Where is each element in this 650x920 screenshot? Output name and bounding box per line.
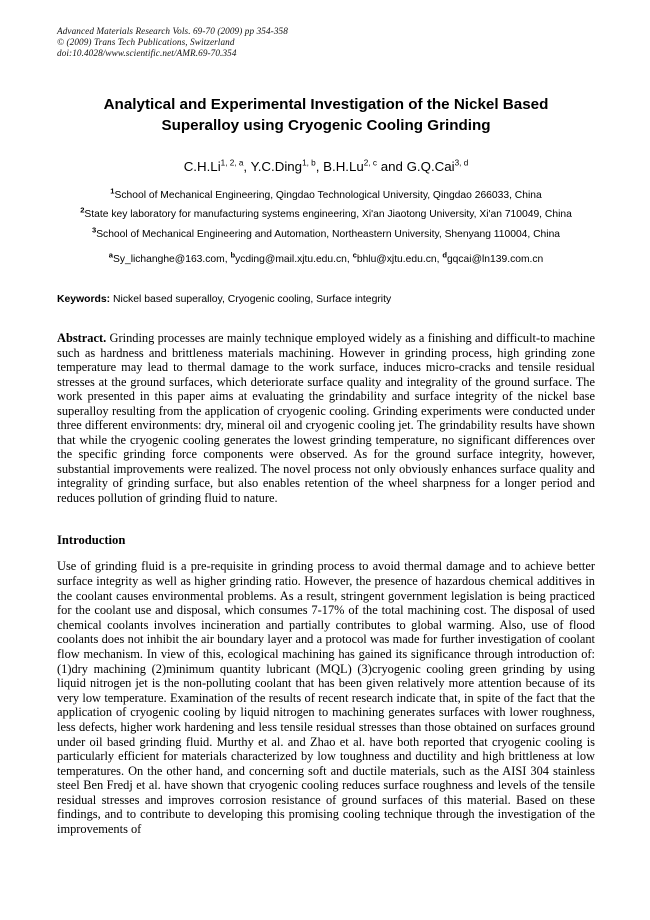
introduction-paragraph: Use of grinding fluid is a pre-requisite in grinding process to avoid thermal damage and to achieve better surface integrity as well as higher grinding ratio. However, the presence of hazardous chemical additives in the coolant causes environmental problems. As a result, stringent government legislation is being practiced for the coolant use and disposal, which consumes 7-17% of the total machining cost. The disposal of used chemical coolants involves incineration and partially contributes to global warming. Also, use of flood coolants does not inhibit the air boundary layer and a protocol was made for further investigation of coolant flow mechanism. In view of this, ecological machining has gained its significance through introduction of: (1)dry machining (2)minimum quantity lubricant (MQL) (3)cryogenic cooling green grinding by using liquid nitrogen jet is the non-polluting coolant that has been given relatively more attention because of its very low temperature. Examination of the results of recent research indicate that, in spite of the fact that the application of cryogenic cooling by liquid nitrogen to machining generates surfaces with lower roughness, less defects, higher work hardening and less tensile residual stresses than those obtained on surfaces ground under oil based grinding fluid. Murthy et al. and Zhao et al. have both reported that cryogenic cooling is particularly efficient for materials characterized by low toughness and ductility and high brittleness at low temperatures. On the other hand, and concerning soft and ductile materials, such as the AISI 304 stainless steel Ben Fredj et al. have shown that cryogenic cooling reduces surface roughness and levels of the tensile residual stresses and improves corrosion resistance of ground surfaces of this material. Based on these findings, and to contribute to developing this promising cooling technique through the investigation of the improvements of <box>57 559 595 837</box>
email-separator: , <box>436 254 443 266</box>
affiliation-item <box>57 188 595 204</box>
journal-citation-line: Advanced Materials Research Vols. 69-70 (2009) pp 354-358 <box>57 26 288 36</box>
email-address[interactable]: gqcai@ln139.com.cn <box>446 254 544 266</box>
email-address[interactable]: bhlu@xjtu.edu.cn <box>356 254 437 266</box>
author-affiliation-marker: 3, d <box>454 158 469 168</box>
email-address[interactable]: ycding@mail.xjtu.edu.cn <box>235 254 347 266</box>
author-affiliation-marker: 1, b <box>302 158 316 168</box>
affiliation-text: School of Mechanical Engineering and Automation, Northeastern University, Shenyang 110004, China <box>96 228 561 240</box>
email-marker: b <box>230 250 236 260</box>
author-separator: , <box>243 158 251 174</box>
affiliation-marker: 1 <box>110 186 115 196</box>
doi-line: doi:10.4028/www.scientific.net/AMR.69-70.354 <box>57 48 237 59</box>
email-marker: a <box>108 250 113 260</box>
affiliation-item <box>57 227 595 243</box>
affiliation-marker: 3 <box>91 225 97 235</box>
abstract-label: Abstract. <box>57 331 107 346</box>
introduction-heading: Introduction <box>57 533 126 548</box>
email-list <box>57 252 595 267</box>
email-marker: d <box>442 250 447 260</box>
author-name: B.H.Lu <box>323 158 364 174</box>
author-name: Y.C.Ding <box>250 158 303 174</box>
affiliation-text: School of Mechanical Engineering, Qingdao Technological University, Qingdao 266033, China <box>114 189 542 201</box>
author-list <box>57 158 595 175</box>
affiliation-item <box>57 207 595 223</box>
keywords-label: Keywords: <box>57 294 111 306</box>
email-separator: , <box>346 254 353 266</box>
author-affiliation-marker: 1, 2, a <box>220 158 244 168</box>
affiliation-marker: 2 <box>80 205 85 215</box>
author-name: G.Q.Cai <box>406 158 455 174</box>
affiliation-list <box>57 188 595 243</box>
email-address[interactable]: Sy_lichanghe@163.com <box>112 254 225 266</box>
affiliation-text: State key laboratory for manufacturing systems engineering, Xi'an Jiaotong University, Xi'an 710049, China <box>84 209 572 221</box>
email-marker: c <box>352 250 357 260</box>
abstract-text: Grinding processes are mainly technique employed widely as a finishing and difficult-to machine such as hardness and brittleness materials machining. However in grinding process, high grinding zone temperature may lead to thermal damage to the work surface, induces micro-cracks and tensile residual stresses at the ground surfaces, which deteriorate surface quality and integrality of the ground surface. The work presented in this paper aims at evaluating the grindability and surface integrity of the nickel base superalloy resulting from the application of cryogenic cooling. Grinding experiments were conducted under three different environments: dry, mineral oil and cryogenic cooling jet. The grindability results have shown that while the cryogenic cooling generates the lowest grinding temperature, no significant differences over the specific grinding force components were observed. As for the ground surface integrity, however, substantial improvements were realized. The novel process not only obviously enhances surface quality and integrality of grinding surface, but also enables retention of the wheel sharpness for a longer period and reduces pollution of grinding fluid to nature. <box>57 331 596 505</box>
author-separator: and <box>377 158 407 174</box>
author-separator: , <box>315 158 324 174</box>
email-separator: , <box>224 254 231 266</box>
abstract-paragraph <box>57 331 595 505</box>
page-title: Analytical and Experimental Investigation of the Nickel Based Superalloy using Cryogenic Cooling Grinding <box>103 95 549 134</box>
author-name: C.H.Li <box>183 158 221 174</box>
keywords-line <box>57 293 595 307</box>
keywords-value: Nickel based superalloy, Cryogenic cooling, Surface integrity <box>113 294 392 306</box>
journal-header <box>57 26 595 60</box>
copyright-line: © (2009) Trans Tech Publications, Switzerland <box>57 37 235 48</box>
author-affiliation-marker: 2, c <box>363 158 377 168</box>
